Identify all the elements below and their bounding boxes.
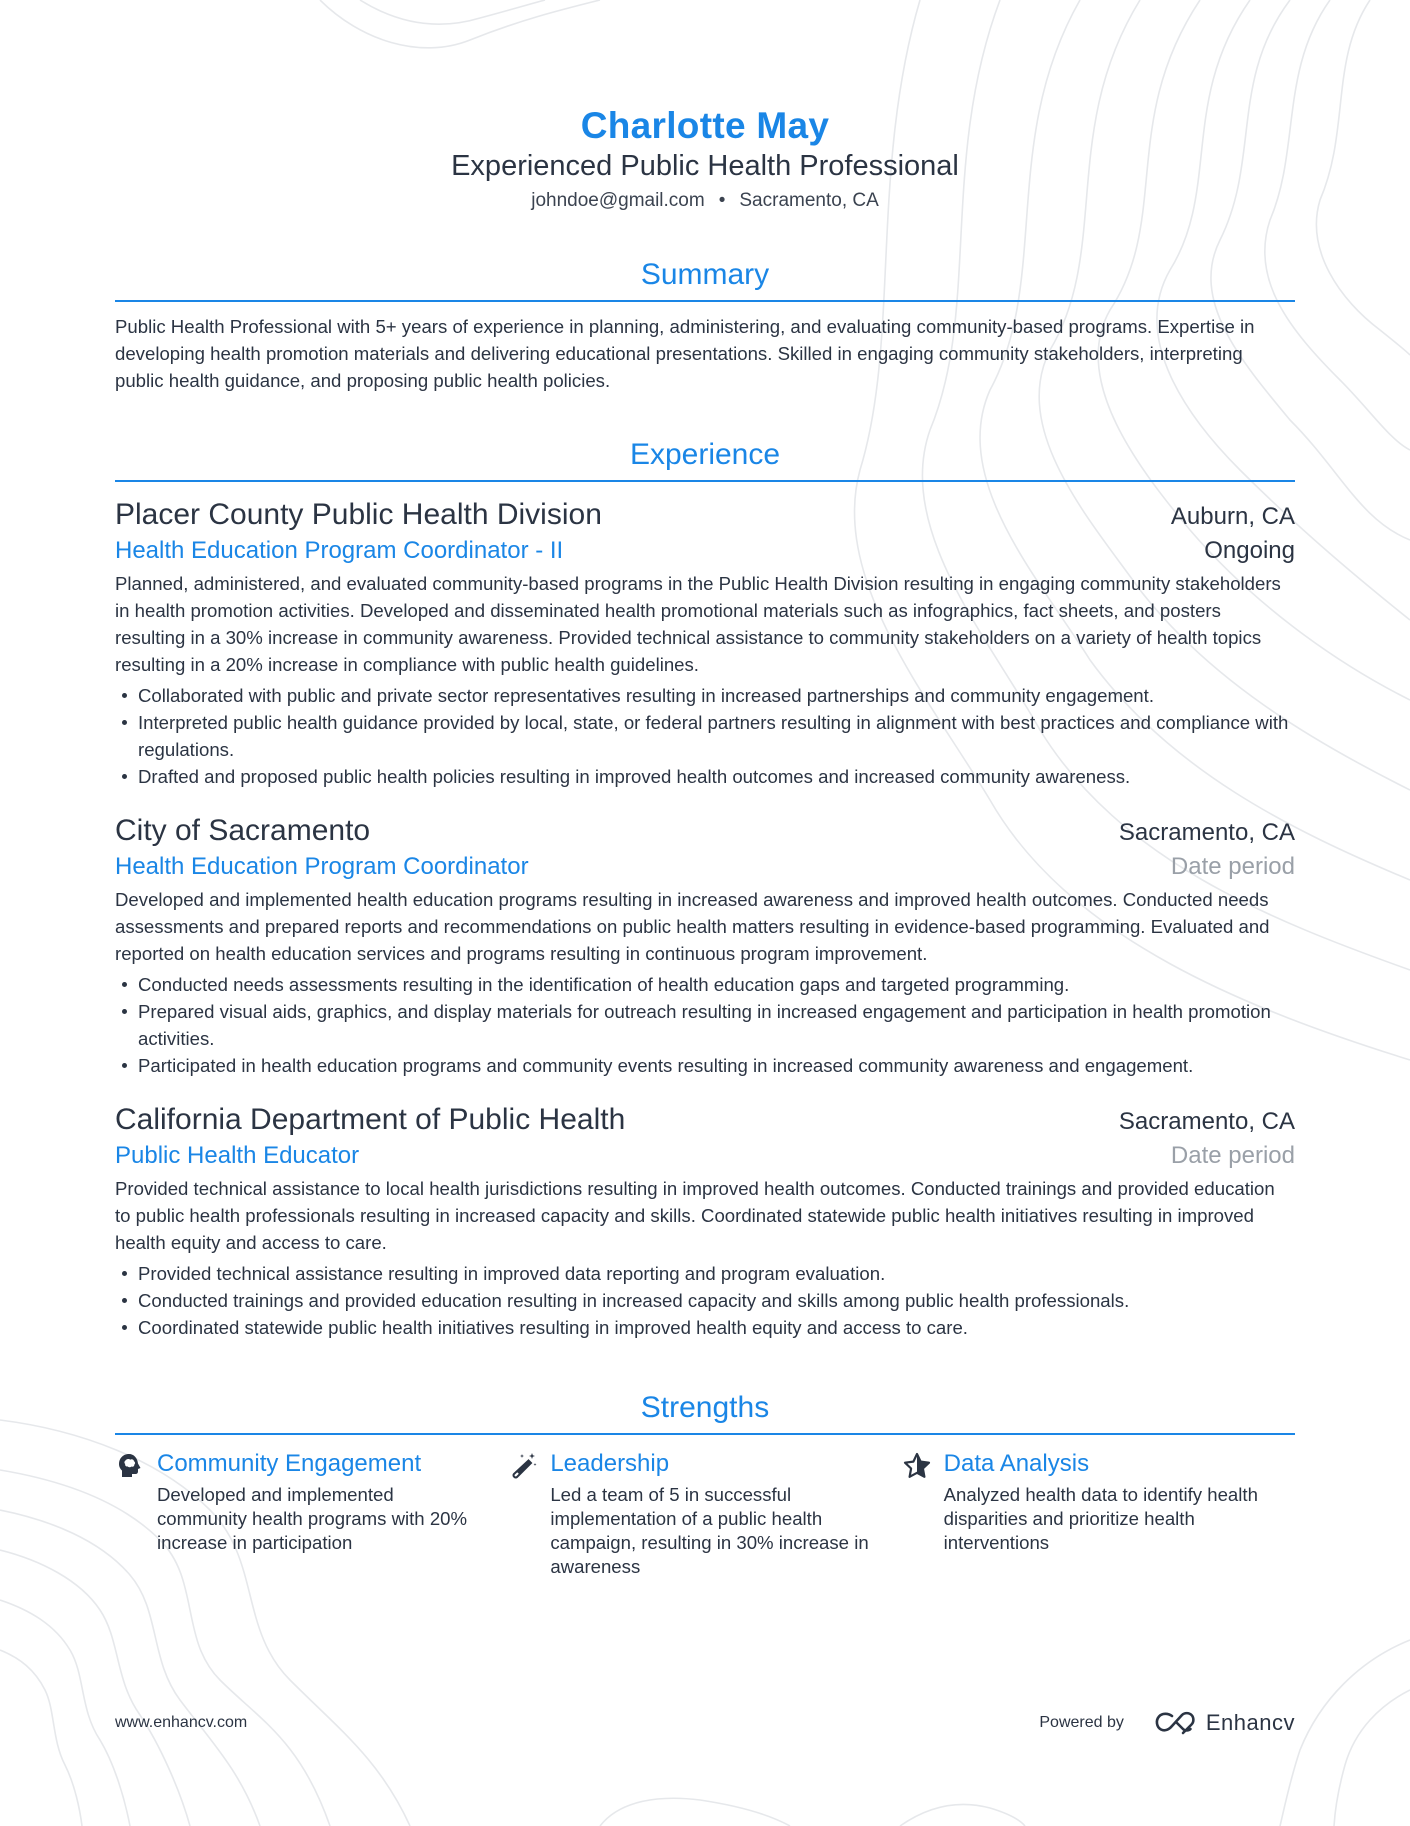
job-bullet: Prepared visual aids, graphics, and display materials for outreach resulting in increased engagement and participation in health promotion activities. <box>115 998 1295 1052</box>
strength-body <box>157 1447 477 1579</box>
job-description: Provided technical assistance to local health jurisdictions resulting in improved health outcomes. Conducted trainings and provided education to public health professionals resulting in increased capacity and skills. Coordinated statewide public health initiatives resulting in improved health equity and access to care. <box>115 1178 1275 1253</box>
job-company: City of Sacramento <box>115 814 371 847</box>
experience-entry <box>115 1101 1295 1341</box>
job-date: Ongoing <box>1204 537 1295 564</box>
strength-title: Leadership <box>550 1450 670 1477</box>
brand-logo[interactable] <box>1152 1710 1295 1736</box>
job-role: Public Health Educator <box>115 1142 360 1169</box>
strength-body <box>550 1447 870 1579</box>
job-bullets <box>115 682 1295 790</box>
powered-by-label: Powered by <box>1039 1714 1124 1731</box>
contact-separator: • <box>718 190 726 211</box>
candidate-location: Sacramento, CA <box>739 190 879 211</box>
job-role: Health Education Program Coordinator - II <box>115 537 564 564</box>
job-role-row <box>115 1139 1295 1173</box>
footer-website-link[interactable]: www.enhancv.com <box>115 1714 248 1731</box>
job-role: Health Education Program Coordinator <box>115 853 529 880</box>
strength-item <box>902 1447 1295 1579</box>
job-bullet: Interpreted public health guidance provided by local, state, or federal partners resulting in alignment with best practices and compliance with regulations. <box>115 709 1295 763</box>
strength-item <box>115 1447 508 1579</box>
job-role-row <box>115 534 1295 568</box>
job-bullet: Coordinated statewide public health initiatives resulting in improved health equity and access to care. <box>115 1314 1295 1341</box>
summary-heading: Summary <box>115 256 1295 302</box>
resume-header <box>115 0 1295 214</box>
job-date: Date period <box>1170 853 1295 880</box>
job-date: Date period <box>1170 1142 1295 1169</box>
powered-by <box>1039 1710 1295 1736</box>
head-brain-icon <box>115 1451 145 1481</box>
email-link[interactable]: johndoe@gmail.com <box>531 190 705 211</box>
star-icon <box>902 1451 932 1481</box>
strengths-heading: Strengths <box>115 1389 1295 1435</box>
magic-wand-icon <box>508 1451 538 1481</box>
strength-body <box>944 1447 1264 1579</box>
job-bullet: Drafted and proposed public health policies resulting in improved health outcomes and increased community awareness. <box>115 763 1295 790</box>
candidate-name: Charlotte May <box>580 105 830 146</box>
job-description: Developed and implemented health education programs resulting in increased awareness and improved health outcomes. Conducted needs assessments and prepared reports and recommendations on public health matters resulting in evidence-based programming. Evaluated and reported on health education services and programs resulting in continuous program improvement. <box>115 889 1270 964</box>
resume-content <box>115 0 1295 1579</box>
experience-heading: Experience <box>115 436 1295 482</box>
job-bullet: Collaborated with public and private sector representatives resulting in increased partnerships and community engagement. <box>115 682 1295 709</box>
strength-description: Led a team of 5 in successful implementation of a public health campaign, resulting in 30% increase in awareness <box>550 1484 869 1577</box>
strength-description: Analyzed health data to identify health disparities and prioritize health interventions <box>943 1484 1258 1553</box>
job-bullet: Conducted needs assessments resulting in the identification of health education gaps and targeted programming. <box>115 971 1295 998</box>
summary-text: Public Health Professional with 5+ years of experience in planning, administering, and evaluating community-based programs. Expertise in developing health promotion materials and delivering educational presentations. Skilled in engaging community stakeholders, interpreting public health guidance, and proposing public health policies. <box>115 316 1255 391</box>
job-bullet: Participated in health education programs and community events resulting in increased community awareness and engagement. <box>115 1052 1295 1079</box>
strength-title: Community Engagement <box>157 1450 422 1477</box>
job-header-row <box>115 812 1295 850</box>
experience-entry <box>115 496 1295 790</box>
job-location: Sacramento, CA <box>1118 1108 1295 1135</box>
job-role-row <box>115 850 1295 884</box>
job-company: Placer County Public Health Division <box>115 498 602 531</box>
job-description: Planned, administered, and evaluated community-based programs in the Public Health Division resulting in engaging community stakeholders in health promotion activities. Developed and disseminated health promotional materials such as infographics, fact sheets, and posters resulting in a 30% increase in community awareness. Provided technical assistance to community stakeholders on a variety of health topics resulting in a 20% increase in compliance with public health guidelines. <box>115 573 1281 675</box>
brand-name: Enhancv <box>1205 1710 1295 1735</box>
enhancv-logo-icon <box>1152 1710 1198 1736</box>
job-location: Sacramento, CA <box>1118 819 1295 846</box>
job-bullets <box>115 1260 1295 1341</box>
strength-item <box>508 1447 901 1579</box>
job-bullet: Provided technical assistance resulting in improved data reporting and program evaluation. <box>115 1260 1295 1287</box>
strengths-list <box>115 1447 1295 1579</box>
job-bullet: Conducted trainings and provided education resulting in increased capacity and skills among public health professionals. <box>115 1287 1295 1314</box>
experience-entry <box>115 812 1295 1079</box>
strength-description: Developed and implemented community health programs with 20% increase in participation <box>157 1484 468 1553</box>
job-header-row <box>115 496 1295 534</box>
strength-title: Data Analysis <box>943 1450 1090 1477</box>
job-company: California Department of Public Health <box>115 1103 626 1136</box>
job-bullets <box>115 971 1295 1079</box>
job-header-row <box>115 1101 1295 1139</box>
contact-info <box>115 188 1295 214</box>
job-location: Auburn, CA <box>1170 503 1295 530</box>
page-footer <box>115 1710 1295 1736</box>
candidate-headline: Experienced Public Health Professional <box>451 150 959 182</box>
